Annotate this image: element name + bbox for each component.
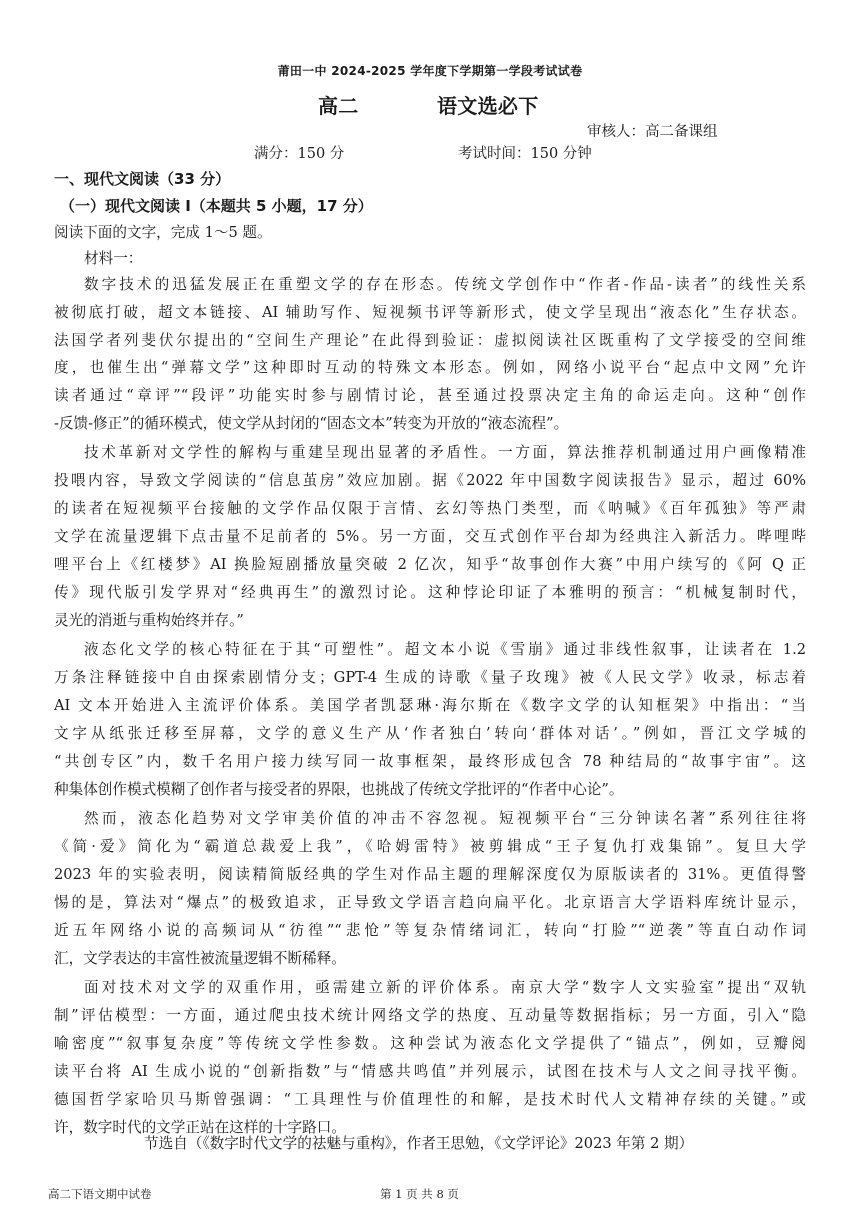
passage-line: 德国哲学家哈贝马斯曾强调：“工具理性与价值理性的和解，是技术时代人文精神存续的关键。”或 [54,1091,806,1108]
passage-line: 种集体创作模式模糊了创作者与接受者的界限，也挑战了传统文学批评的“作者中心论”。 [54,781,624,798]
passage-line: 文学在流量逻辑下点击量不足前者的 5%。另一方面，交互式创作平台却为经典注入新活力。哔哩哔 [54,528,806,545]
full-score: 满分：150 分 [254,146,345,162]
passage-line: 惕的是，算法对“爆点”的极致追求，正导致文学语言趋向扁平化。北京语言大学语料库统计显示， [54,894,806,911]
instruction: 阅读下面的文字，完成 1～5 题。 [54,224,272,241]
passage-line: 万条注释链接中自由探索剧情分支；GPT-4 生成的诗歌《量子玫瑰》被《人民文学》收录，标志着 [54,669,806,686]
exam-subject: 语文选必下 [437,94,539,118]
passage-line: 面对技术对文学的双重作用，亟需建立新的评价体系。南京大学“数字人文实验室”提出“双轨 [84,979,806,996]
passage-line: AI 文本开始进入主流评价体系。美国学者凯瑟琳·海尔斯在《数字文学的认知框架》中指出：“当 [54,697,806,714]
passage-line: 灵光的消逝与重构始终并存。” [54,612,244,629]
passage-line: 的读者在短视频平台接触的文学作品仅限于言情、玄幻等热门类型，而《呐喊》《百年孤独》等严肃 [54,500,806,517]
passage-line: 传》现代版引发学界对“经典再生”的激烈讨论。这种悖论印证了本雅明的预言：“机械复制时代， [54,584,806,601]
passage-line: 哩平台上《红楼梦》AI 换脸短剧播放量突破 2 亿次，知乎“故事创作大赛”中用户续写的《阿 Q 正 [54,556,806,573]
passage-line: 法国学者列斐伏尔提出的“空间生产理论”在此得到验证：虚拟阅读社区既重构了文学接受的空间维 [54,332,806,349]
exam-title: 莆田一中 2024-2025 学年度下学期第一学段考试试卷 [277,64,583,78]
passage-line: 读者通过“章评”“段评”功能实时参与剧情讨论，甚至通过投票决定主角的命运走向。这种“创作 [54,387,806,404]
sub-section-heading: （一）现代文阅读 I（本题共 5 小题，17 分） [60,197,373,215]
reviewer: 审核人：高二备课组 [587,124,718,140]
section-heading: 一、现代文阅读（33 分） [54,170,231,188]
exam-time: 考试时间：150 分钟 [458,146,592,162]
passage-line: 近五年网络小说的高频词从“彷徨”“悲怆”等复杂情绪词汇，转向“打脸”“逆袭”等直白动作词 [54,922,806,939]
exam-grade: 高二 [318,94,359,118]
passage-line: 数字技术的迅猛发展正在重塑文学的存在形态。传统文学创作中“作者-作品-读者”的线性关系 [84,276,806,293]
passage-line: 技术革新对文学性的解构与重建呈现出显著的矛盾性。一方面，算法推荐机制通过用户画像精准 [84,444,806,461]
passage-line: 然而，液态化趋势对文学审美价值的冲击不容忽视。短视频平台“三分钟读名著”系列往往将 [84,810,806,827]
passage-source: 节选自（《数字时代文学的祛魅与重构》，作者王思勉，《文学评论》2023 年第 2 期） [144,1135,694,1152]
passage-line: 许，数字时代的文学正站在这样的十字路口。 [54,1119,346,1136]
material-label: 材料一： [84,250,143,267]
passage-line: -反馈-修正”的循环模式，使文学从封闭的“固态文本”转变为开放的“液态流程”。 [54,415,569,432]
passage-line: 2023 年的实验表明，阅读精简版经典的学生对作品主题的理解深度仅为原版读者的 31%。更值得警 [54,866,806,883]
passage-line: 制”评估模型：一方面，通过爬虫技术统计网络文学的热度、互动量等数据指标；另一方面，引入“隐 [54,1007,806,1024]
passage-line: 被彻底打破，超文本链接、AI 辅助写作、短视频书评等新形式，使文学呈现出“液态化”生存状态。 [54,304,806,321]
footer-exam-name: 高二下语文期中试卷 [48,1187,152,1201]
passage-line: 《简·爱》简化为“霸道总裁爱上我”，《哈姆雷特》被剪辑成“王子复仇打戏集锦”。复旦大学 [54,838,806,855]
passage-line: “共创专区”内，数千名用户接力续写同一故事框架，最终形成包含 78 种结局的“故事宇宙”。这 [54,753,806,770]
passage-line: 度，也催生出“弹幕文学”这种即时互动的特殊文本形态。例如，网络小说平台“起点中文网”允许 [54,359,806,376]
passage-line: 汇，文学表达的丰富性被流量逻辑不断稀释。 [54,950,346,967]
passage-line: 投喂内容，导致文学阅读的“信息茧房”效应加剧。据《2022 年中国数字阅读报告》显示，超过 60% [54,472,806,489]
passage-line: 文字从纸张迁移至屏幕，文学的意义生产从‘作者独白’转向‘群体对话’。”例如，晋江文学城的 [54,725,806,742]
passage-line: 喻密度”“叙事复杂度”等传统文学性参数。这种尝试为液态化文学提供了“锚点”，例如，豆瓣阅 [54,1035,806,1052]
passage-line: 液态化文学的核心特征在于其“可塑性”。超文本小说《雪崩》通过非线性叙事，让读者在 1.2 [84,641,806,658]
page-number: 第 1 页 共 8 页 [380,1187,459,1201]
passage-line: 读平台将 AI 生成小说的“创新指数”与“情感共鸣值”并列展示，试图在技术与人文之间寻找平衡。 [54,1063,806,1080]
